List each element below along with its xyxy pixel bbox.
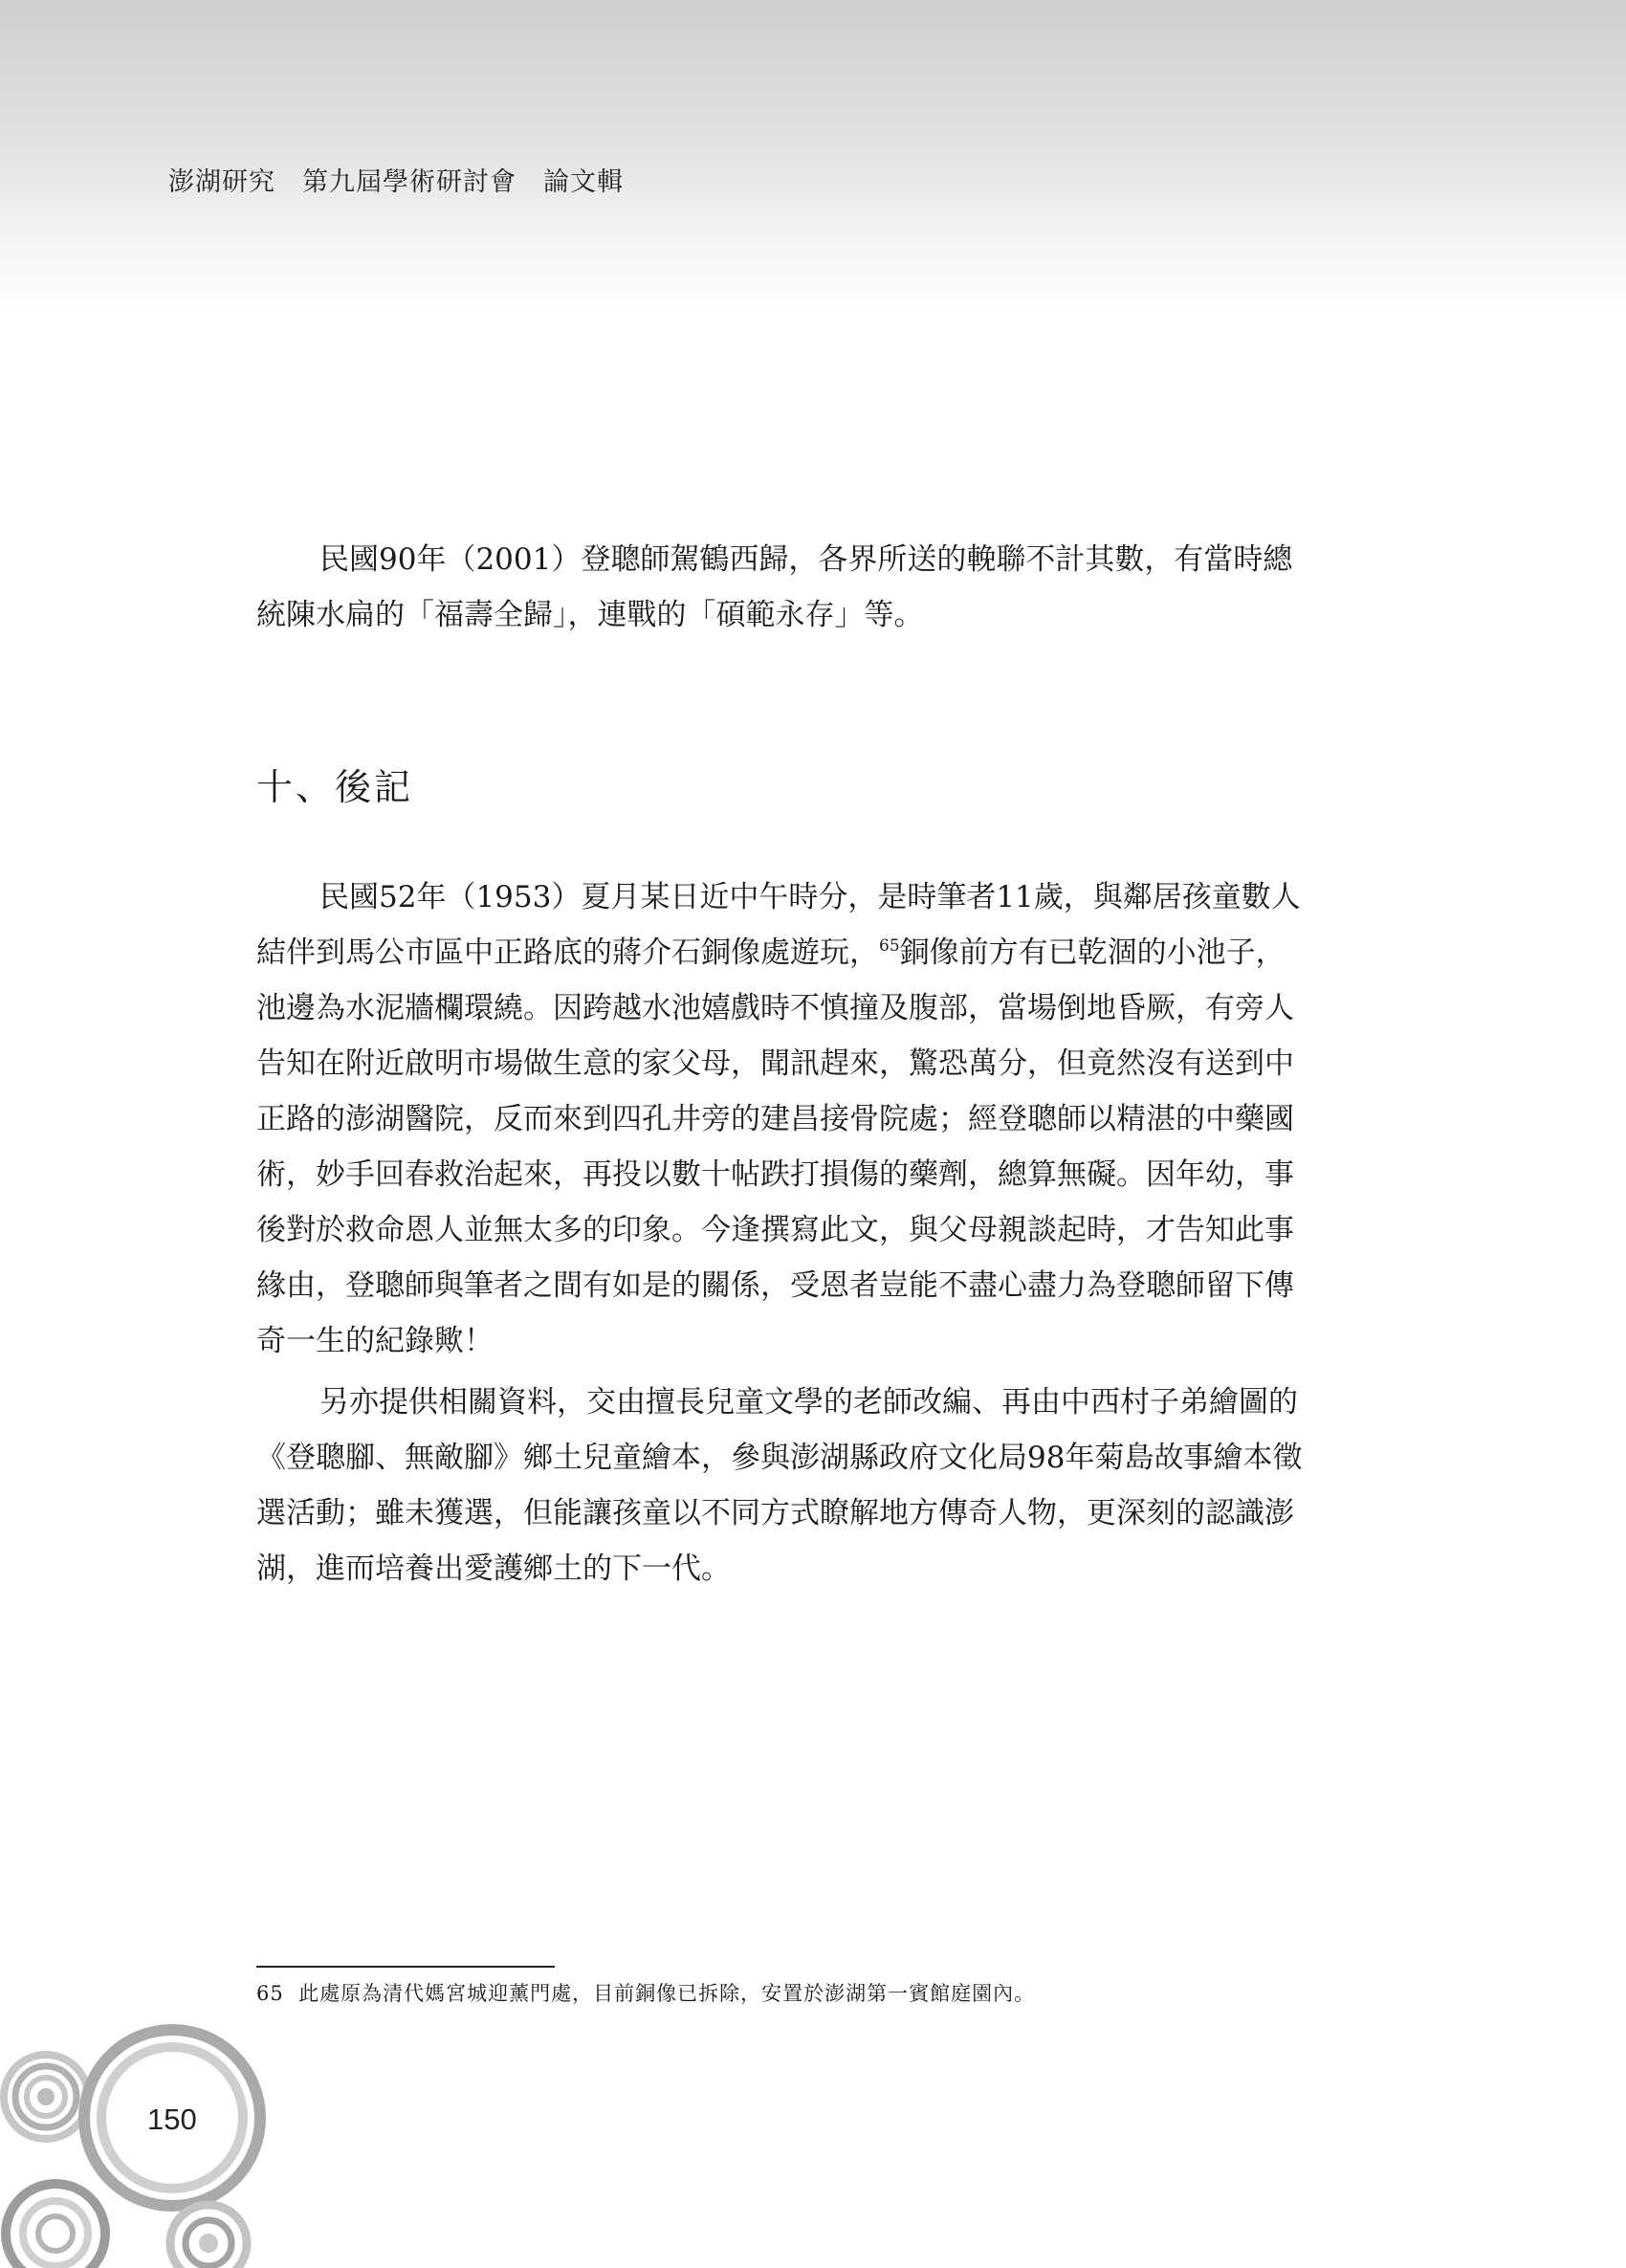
text-line-segment: 結伴到馬公市區中正路底的蔣介石銅像處遊玩，	[256, 936, 879, 970]
text-line: 統陳水扁的「福壽全歸」，連戰的「碩範永存」等。	[256, 598, 924, 632]
text-line: 告知在附近啟明市場做生意的家父母，聞訊趕來，驚恐萬分，但竟然沒有送到中	[256, 1046, 1294, 1081]
text-line: 《登聰腳、無敵腳》鄉土兒童繪本，參與澎湖縣政府文化局98年菊島故事繪本徵	[256, 1441, 1303, 1475]
footnote-divider	[256, 1966, 555, 1968]
paragraph-picture-book	[256, 1375, 1366, 1596]
text-line: 池邊為水泥牆欄環繞。因跨越水池嬉戲時不慎撞及腹部，當場倒地昏厥，有旁人	[256, 991, 1294, 1025]
footnote-number: 65	[256, 1982, 284, 2005]
paragraph-elegies	[256, 532, 1366, 643]
text-line: 湖，進而培養出愛護鄉土的下一代。	[256, 1552, 731, 1586]
text-line-segment: 銅像前方有已乾涸的小池子，	[899, 936, 1285, 970]
text-line: 民國90年（2001）登聰師駕鶴西歸，各界所送的輓聯不計其數，有當時總	[319, 542, 1293, 577]
text-line: 後對於救命恩人並無太多的印象。今逢撰寫此文，與父母親談起時，才告知此事	[256, 1213, 1294, 1247]
text-line: 奇一生的紀錄歟！	[256, 1324, 494, 1358]
page-number: 150	[147, 2103, 197, 2136]
section-heading: 十、後記	[256, 766, 414, 808]
decorative-circles	[0, 2018, 277, 2268]
paragraph-memory	[256, 870, 1366, 1369]
text-line: 正路的澎湖醫院，反而來到四孔井旁的建昌接骨院處；經登聰師以精湛的中藥國	[256, 1102, 1294, 1136]
header-band	[0, 0, 1626, 316]
text-line: 另亦提供相關資料，交由擅長兒童文學的老師改編、再由中西村子弟繪圖的	[319, 1385, 1298, 1420]
footnote	[256, 1978, 1035, 2007]
text-line: 術，妙手回春救治起來，再投以數十帖跌打損傷的藥劑，總算無礙。因年幼，事	[256, 1157, 1294, 1192]
text-line	[256, 925, 1366, 980]
text-line: 民國52年（1953）夏月某日近中午時分，是時筆者11歲，與鄰居孩童數人	[319, 880, 1301, 914]
running-title: 澎湖研究 第九屆學術研討會 論文輯	[168, 167, 624, 197]
footnote-text: 此處原為清代媽宮城迎薰門處，目前銅像已拆除，安置於澎湖第一賓館庭園內。	[298, 1982, 1036, 2005]
text-line: 選活動；雖未獲選，但能讓孩童以不同方式瞭解地方傳奇人物，更深刻的認識澎	[256, 1496, 1294, 1530]
footnote-reference[interactable]: 65	[879, 936, 900, 956]
text-line: 緣由，登聰師與筆者之間有如是的關係，受恩者豈能不盡心盡力為登聰師留下傳	[256, 1268, 1294, 1303]
